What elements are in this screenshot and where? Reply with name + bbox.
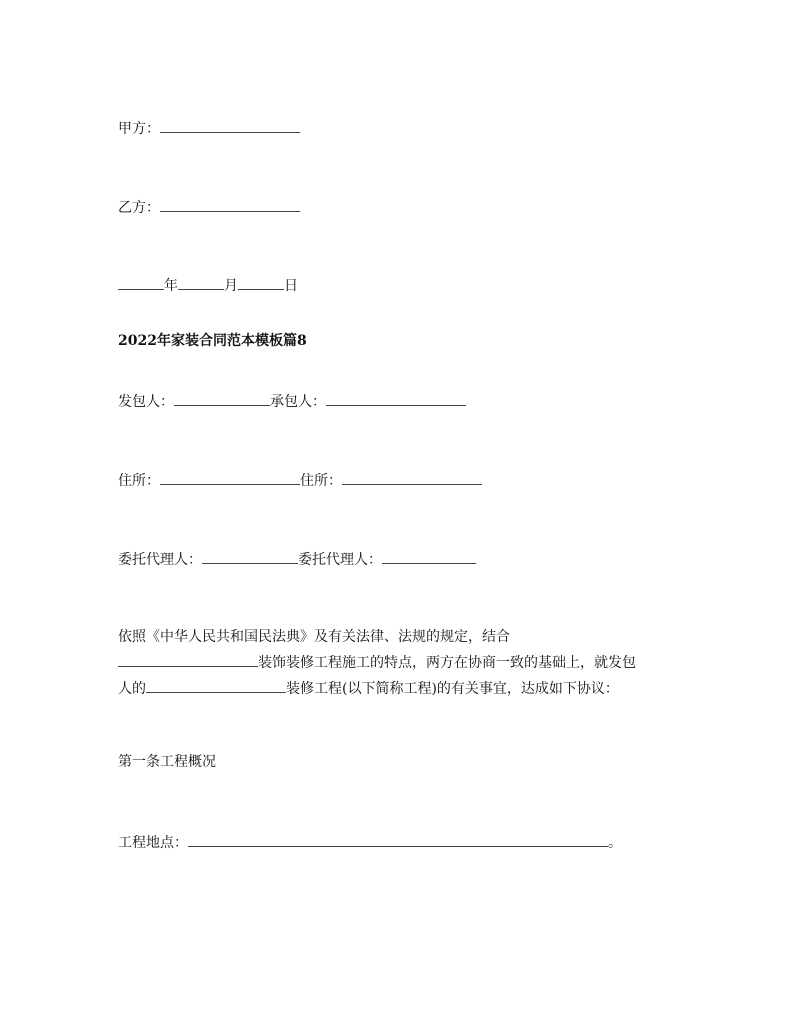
project-type-blank[interactable] xyxy=(118,652,258,667)
party-a-blank[interactable] xyxy=(160,118,300,133)
intro-line-2 xyxy=(118,650,698,676)
owner-label: 发包人： xyxy=(118,394,174,410)
owner-blank[interactable] xyxy=(174,391,270,406)
contractor-agent-blank[interactable] xyxy=(382,549,476,564)
site-blank[interactable] xyxy=(188,832,608,847)
party-a-label: 甲方： xyxy=(118,121,160,137)
contractor-address-blank[interactable] xyxy=(342,470,482,485)
project-name-blank[interactable] xyxy=(146,678,286,693)
site-line xyxy=(118,832,622,853)
owner-agent-blank[interactable] xyxy=(202,549,298,564)
month-label: 月 xyxy=(224,278,238,294)
site-end: 。 xyxy=(608,835,622,851)
agent-row xyxy=(118,549,476,570)
day-label: 日 xyxy=(284,278,298,294)
contractor-row xyxy=(118,391,466,412)
section-heading: 2022年家装合同范本模板篇8 xyxy=(118,333,307,349)
article-1-title: 第一条工程概况 xyxy=(118,754,216,770)
date-line xyxy=(118,275,298,296)
intro-line-2-text: 装饰装修工程施工的特点，两方在协商一致的基础上，就发包 xyxy=(258,655,636,671)
site-label: 工程地点： xyxy=(118,835,188,851)
contractor-address-label: 住所： xyxy=(300,473,342,489)
intro-paragraph xyxy=(118,624,698,702)
party-b-line xyxy=(118,197,300,218)
intro-line-3-prefix: 人的 xyxy=(118,681,146,697)
intro-line-1: 依照《中华人民共和国民法典》及有关法律、法规的规定，结合 xyxy=(118,629,510,645)
address-row xyxy=(118,470,482,491)
month-blank[interactable] xyxy=(178,275,224,290)
owner-address-label: 住所： xyxy=(118,473,160,489)
contractor-agent-label: 委托代理人： xyxy=(298,552,382,568)
party-b-label: 乙方： xyxy=(118,200,160,216)
day-blank[interactable] xyxy=(238,275,284,290)
year-blank[interactable] xyxy=(118,275,164,290)
party-b-blank[interactable] xyxy=(160,197,300,212)
contractor-blank[interactable] xyxy=(326,391,466,406)
contractor-label: 承包人： xyxy=(270,394,326,410)
intro-line-3-suffix: 装修工程(以下简称工程)的有关事宜，达成如下协议： xyxy=(286,681,619,697)
owner-address-blank[interactable] xyxy=(160,470,300,485)
year-label: 年 xyxy=(164,278,178,294)
owner-agent-label: 委托代理人： xyxy=(118,552,202,568)
party-a-line xyxy=(118,118,300,139)
intro-line-3 xyxy=(118,676,698,702)
